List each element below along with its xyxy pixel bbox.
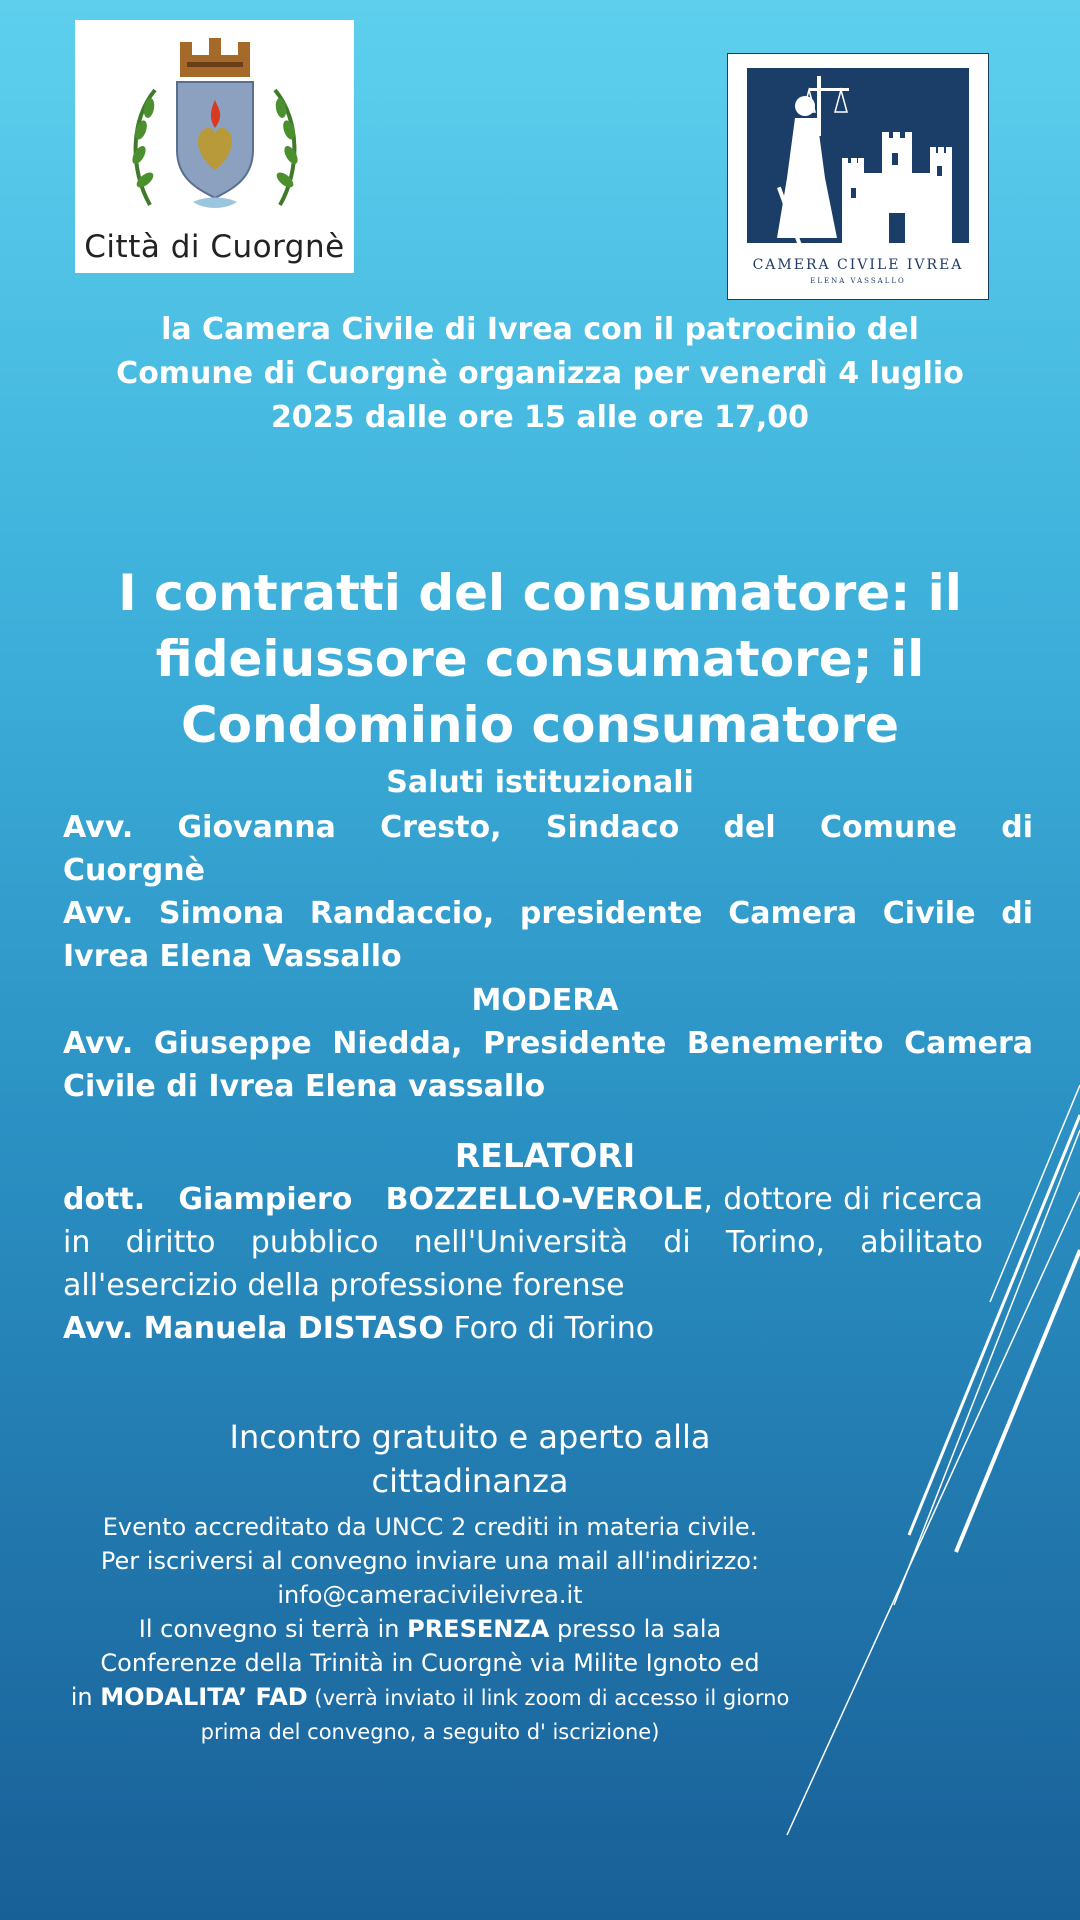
relatore-item <box>63 1307 983 1350</box>
cuorgne-logo <box>75 20 354 273</box>
location-line <box>30 1612 830 1646</box>
location-text: Il convegno si terrà in <box>138 1615 408 1643</box>
event-title <box>60 560 1020 758</box>
saluti-heading: Saluti istituzionali <box>386 765 694 800</box>
saluto-item: Avv. Simona Randaccio, presidente Camera Civile di Ivrea Elena Vassallo <box>63 896 1033 974</box>
event-title-line: fideiussore consumatore; il <box>155 630 925 688</box>
registration-line: Per iscriversi al convegno inviare una mail all'indirizzo: <box>100 1547 760 1575</box>
relatore-description: , dottore di ricerca in diritto pubblico nell'Università di Torino, abilitato all'esercizio della professione forense <box>63 1182 983 1303</box>
deco-line <box>990 1085 1080 1302</box>
info-block <box>30 1510 830 1749</box>
fad-text: in <box>70 1683 101 1711</box>
cuorgne-logo-caption: Città di Cuorgnè <box>84 229 345 265</box>
email-address: info@cameracivileivrea.it <box>277 1581 583 1609</box>
intro-text: la Camera Civile di Ivrea con il patrocinio del Comune di Cuorgnè organizza per venerdì 4 luglio 2025 dalle ore 15 alle ore 17,00 <box>116 312 964 435</box>
free-entry-text: Incontro gratuito e aperto alla cittadinanza <box>229 1418 711 1500</box>
location-line: Conferenze della Trinità in Cuorgnè via Milite Ignoto ed <box>100 1649 760 1677</box>
justice-castle-icon <box>747 68 969 243</box>
relatore-name: dott. Giampiero BOZZELLO-VEROLE <box>63 1182 704 1217</box>
accreditation-line: Evento accreditato da UNCC 2 crediti in materia civile. <box>102 1513 758 1541</box>
relatori-heading: RELATORI <box>454 1136 636 1175</box>
camera-civile-logo-subcaption: ELENA VASSALLO <box>810 277 906 285</box>
camera-civile-logo <box>727 53 989 300</box>
relatore-name: Avv. Manuela DISTASO <box>63 1311 444 1346</box>
relatore-item <box>63 1178 983 1307</box>
fad-label: MODALITA’ FAD <box>100 1683 308 1711</box>
location-text: presso la sala <box>549 1615 722 1643</box>
saluto-item: Avv. Giovanna Cresto, Sindaco del Comune di Cuorgnè <box>63 810 1033 888</box>
modera-heading: MODERA <box>471 983 619 1018</box>
fad-note: (verrà inviato il link zoom di accesso il giorno <box>307 1686 790 1710</box>
event-title-line: Condominio consumatore <box>180 696 900 754</box>
fad-line <box>30 1680 830 1715</box>
presenza-label: PRESENZA <box>407 1615 550 1643</box>
camera-civile-logo-caption: CAMERA CIVILE IVREA <box>752 257 964 273</box>
fad-note: prima del convegno, a seguito d' iscrizione) <box>200 1720 660 1744</box>
modera-text: Avv. Giuseppe Niedda, Presidente Benemerito Camera Civile di Ivrea Elena vassallo <box>63 1026 1033 1104</box>
relatore-description: Foro di Torino <box>443 1311 655 1346</box>
event-title-line: I contratti del consumatore: il <box>118 564 962 622</box>
cuorgne-coat-of-arms-icon <box>75 20 354 220</box>
